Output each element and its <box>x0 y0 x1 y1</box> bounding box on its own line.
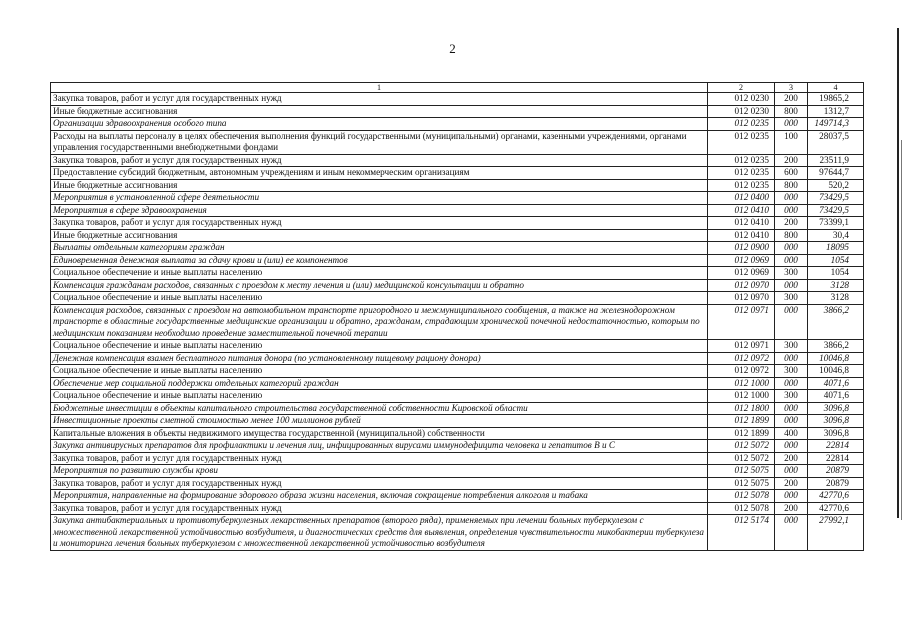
row-sum-cell: 20879 <box>808 465 864 478</box>
page-number: 2 <box>449 41 456 56</box>
row-code-cell: 012 0970 <box>708 292 775 305</box>
row-name-cell: Компенсация расходов, связанных с проездом на автомобильном транспорте пригородного и межмуниципального сообщения, а также на железнодорожном транспорте в областные государственные медицинские организации и обратно, гражданам, страдающим хронической почечной недостаточностью, которым по медицинским показаниям необходимо проведение заместительной почечной терапии <box>51 304 708 340</box>
row-type-cell: 200 <box>775 217 808 230</box>
row-name-cell: Социальное обеспечение и иные выплаты населению <box>51 267 708 280</box>
table-row <box>51 167 864 180</box>
row-sum-cell: 1054 <box>808 254 864 267</box>
row-name-cell: Компенсация гражданам расходов, связанных с проездом к месту лечения и (или) медицинской консультации и обратно <box>51 279 708 292</box>
row-sum-cell: 28037,5 <box>808 130 864 154</box>
row-type-cell: 000 <box>775 377 808 390</box>
row-name-cell: Социальное обеспечение и иные выплаты населению <box>51 292 708 305</box>
row-code-cell: 012 0235 <box>708 179 775 192</box>
table-row <box>51 365 864 378</box>
row-code-cell: 012 1000 <box>708 377 775 390</box>
row-type-cell: 000 <box>775 279 808 292</box>
row-code-cell: 012 5078 <box>708 502 775 515</box>
row-type-cell: 200 <box>775 452 808 465</box>
row-sum-cell: 97644,7 <box>808 167 864 180</box>
row-type-cell: 400 <box>775 427 808 440</box>
row-code-cell: 012 5075 <box>708 465 775 478</box>
row-name-cell: Мероприятия в установленной сфере деятельности <box>51 192 708 205</box>
table-row <box>51 179 864 192</box>
table-header-row <box>51 83 864 93</box>
table-row <box>51 427 864 440</box>
row-type-cell: 000 <box>775 440 808 453</box>
row-code-cell: 012 0235 <box>708 154 775 167</box>
table-row <box>51 130 864 154</box>
row-type-cell: 000 <box>775 254 808 267</box>
row-sum-cell: 73399,1 <box>808 217 864 230</box>
budget-table <box>50 82 864 551</box>
row-code-cell: 012 0970 <box>708 279 775 292</box>
row-type-cell: 000 <box>775 465 808 478</box>
table-row <box>51 267 864 280</box>
row-code-cell: 012 0235 <box>708 167 775 180</box>
row-code-cell: 012 0971 <box>708 340 775 353</box>
table-row <box>51 217 864 230</box>
table-row <box>51 93 864 106</box>
row-type-cell: 800 <box>775 229 808 242</box>
table-row <box>51 340 864 353</box>
row-name-cell: Обеспечение мер социальной поддержки отдельных категорий граждан <box>51 377 708 390</box>
row-code-cell: 012 5075 <box>708 477 775 490</box>
table-row <box>51 490 864 503</box>
row-code-cell: 012 0400 <box>708 192 775 205</box>
table-row <box>51 452 864 465</box>
row-name-cell: Выплаты отдельным категориям граждан <box>51 242 708 255</box>
row-name-cell: Мероприятия по развитию службы крови <box>51 465 708 478</box>
table-row <box>51 304 864 340</box>
table-row <box>51 105 864 118</box>
scan-edge-line <box>897 28 899 518</box>
row-type-cell: 300 <box>775 267 808 280</box>
row-sum-cell: 520,2 <box>808 179 864 192</box>
table-row <box>51 465 864 478</box>
table-row <box>51 415 864 428</box>
row-code-cell: 012 0410 <box>708 204 775 217</box>
row-sum-cell: 3866,2 <box>808 340 864 353</box>
table-row <box>51 502 864 515</box>
row-sum-cell: 1312,7 <box>808 105 864 118</box>
row-type-cell: 300 <box>775 365 808 378</box>
table-row <box>51 279 864 292</box>
row-name-cell: Инвестиционные проекты сметной стоимостью менее 100 миллионов рублей <box>51 415 708 428</box>
table-row <box>51 118 864 131</box>
row-type-cell: 100 <box>775 130 808 154</box>
row-name-cell: Капитальные вложения в объекты недвижимого имущества государственной (муниципальной) собственности <box>51 427 708 440</box>
table-row <box>51 204 864 217</box>
row-name-cell: Иные бюджетные ассигнования <box>51 229 708 242</box>
row-code-cell: 012 1000 <box>708 390 775 403</box>
row-code-cell: 012 5072 <box>708 440 775 453</box>
row-type-cell: 000 <box>775 515 808 551</box>
row-sum-cell: 149714,3 <box>808 118 864 131</box>
row-type-cell: 200 <box>775 154 808 167</box>
row-name-cell: Социальное обеспечение и иные выплаты населению <box>51 390 708 403</box>
table-row <box>51 242 864 255</box>
row-code-cell: 012 1800 <box>708 402 775 415</box>
row-sum-cell: 3128 <box>808 279 864 292</box>
row-sum-cell: 3096,8 <box>808 427 864 440</box>
row-sum-cell: 3096,8 <box>808 415 864 428</box>
row-code-cell: 012 0969 <box>708 267 775 280</box>
row-type-cell: 000 <box>775 490 808 503</box>
row-sum-cell: 23511,9 <box>808 154 864 167</box>
row-sum-cell: 10046,8 <box>808 365 864 378</box>
row-sum-cell: 3128 <box>808 292 864 305</box>
row-type-cell: 800 <box>775 105 808 118</box>
row-sum-cell: 18095 <box>808 242 864 255</box>
row-name-cell: Мероприятия, направленные на формирование здорового образа жизни населения, включая сокращение потребления алкоголя и табака <box>51 490 708 503</box>
header-cell-type: 3 <box>775 83 808 93</box>
row-code-cell: 012 0972 <box>708 365 775 378</box>
row-type-cell: 000 <box>775 352 808 365</box>
row-type-cell: 600 <box>775 167 808 180</box>
row-name-cell: Закупка товаров, работ и услуг для государственных нужд <box>51 93 708 106</box>
row-sum-cell: 1054 <box>808 267 864 280</box>
row-type-cell: 000 <box>775 242 808 255</box>
row-code-cell: 012 5174 <box>708 515 775 551</box>
row-name-cell: Закупка товаров, работ и услуг для государственных нужд <box>51 452 708 465</box>
row-sum-cell: 27992,1 <box>808 515 864 551</box>
row-code-cell: 012 0900 <box>708 242 775 255</box>
row-type-cell: 000 <box>775 304 808 340</box>
row-sum-cell: 22814 <box>808 452 864 465</box>
row-code-cell: 012 0971 <box>708 304 775 340</box>
row-code-cell: 012 0972 <box>708 352 775 365</box>
row-name-cell: Социальное обеспечение и иные выплаты населению <box>51 365 708 378</box>
row-sum-cell: 22814 <box>808 440 864 453</box>
row-type-cell: 000 <box>775 118 808 131</box>
row-sum-cell: 19865,2 <box>808 93 864 106</box>
row-code-cell: 012 0410 <box>708 217 775 230</box>
row-code-cell: 012 0230 <box>708 105 775 118</box>
row-type-cell: 000 <box>775 415 808 428</box>
row-type-cell: 000 <box>775 204 808 217</box>
table-row <box>51 390 864 403</box>
header-cell-code: 2 <box>708 83 775 93</box>
table-row <box>51 154 864 167</box>
row-name-cell: Социальное обеспечение и иные выплаты населению <box>51 340 708 353</box>
row-type-cell: 300 <box>775 390 808 403</box>
table-row <box>51 377 864 390</box>
row-sum-cell: 42770,6 <box>808 502 864 515</box>
row-code-cell: 012 0235 <box>708 130 775 154</box>
row-name-cell: Иные бюджетные ассигнования <box>51 179 708 192</box>
row-type-cell: 300 <box>775 292 808 305</box>
row-name-cell: Закупка антивирусных препаратов для профилактики и лечения лиц, инфицированных вирусами иммунодефицита человека и гепатитов В и С <box>51 440 708 453</box>
row-code-cell: 012 0235 <box>708 118 775 131</box>
row-sum-cell: 73429,5 <box>808 192 864 205</box>
row-sum-cell: 42770,6 <box>808 490 864 503</box>
row-name-cell: Организации здравоохранения особого типа <box>51 118 708 131</box>
row-code-cell: 012 1899 <box>708 427 775 440</box>
row-type-cell: 200 <box>775 477 808 490</box>
scan-edge-line-inner <box>901 140 902 520</box>
table-row <box>51 192 864 205</box>
row-sum-cell: 4071,6 <box>808 377 864 390</box>
table-row <box>51 515 864 551</box>
row-code-cell: 012 0410 <box>708 229 775 242</box>
row-name-cell: Закупка товаров, работ и услуг для государственных нужд <box>51 477 708 490</box>
row-type-cell: 000 <box>775 402 808 415</box>
header-cell-name: 1 <box>51 83 708 93</box>
row-type-cell: 000 <box>775 192 808 205</box>
row-name-cell: Денежная компенсация взамен бесплатного питания донора (по установленному пищевому рациону донора) <box>51 352 708 365</box>
row-code-cell: 012 1899 <box>708 415 775 428</box>
table-row <box>51 229 864 242</box>
row-name-cell: Расходы на выплаты персоналу в целях обеспечения выполнения функций государственными (муниципальными) органами, казенными учреждениями, органами управления государственными внебюджетными фондами <box>51 130 708 154</box>
row-code-cell: 012 0230 <box>708 93 775 106</box>
row-name-cell: Закупка товаров, работ и услуг для государственных нужд <box>51 217 708 230</box>
row-name-cell: Единовременная денежная выплата за сдачу крови и (или) ее компонентов <box>51 254 708 267</box>
row-name-cell: Бюджетные инвестиции в объекты капитального строительства государственной собственности Кировской области <box>51 402 708 415</box>
row-name-cell: Мероприятия в сфере здравоохранения <box>51 204 708 217</box>
row-name-cell: Закупка товаров, работ и услуг для государственных нужд <box>51 502 708 515</box>
row-type-cell: 200 <box>775 502 808 515</box>
row-code-cell: 012 5072 <box>708 452 775 465</box>
row-sum-cell: 4071,6 <box>808 390 864 403</box>
row-code-cell: 012 5078 <box>708 490 775 503</box>
table-row <box>51 352 864 365</box>
row-name-cell: Предоставление субсидий бюджетным, автономным учреждениям и иным некоммерческим организациям <box>51 167 708 180</box>
table-row <box>51 254 864 267</box>
row-sum-cell: 20879 <box>808 477 864 490</box>
row-sum-cell: 3866,2 <box>808 304 864 340</box>
row-name-cell: Закупка антибактериальных и противотуберкулезных лекарственных препаратов (второго ряда), применяемых при лечении больных туберкулезом с множественной лекарственной устойчивостью возбудителя, и диагностических средств для выявления, определения чувствительности микобактерии туберкулеза и мониторинга лечения больных туберкулезом с множественной лекарственной устойчивостью возбудителя <box>51 515 708 551</box>
header-cell-sum: 4 <box>808 83 864 93</box>
row-type-cell: 200 <box>775 93 808 106</box>
row-sum-cell: 10046,8 <box>808 352 864 365</box>
row-name-cell: Иные бюджетные ассигнования <box>51 105 708 118</box>
row-type-cell: 300 <box>775 340 808 353</box>
table-row <box>51 402 864 415</box>
row-name-cell: Закупка товаров, работ и услуг для государственных нужд <box>51 154 708 167</box>
row-sum-cell: 73429,5 <box>808 204 864 217</box>
table-row <box>51 292 864 305</box>
row-type-cell: 800 <box>775 179 808 192</box>
table-row <box>51 477 864 490</box>
table-row <box>51 440 864 453</box>
row-sum-cell: 3096,8 <box>808 402 864 415</box>
row-code-cell: 012 0969 <box>708 254 775 267</box>
row-sum-cell: 30,4 <box>808 229 864 242</box>
